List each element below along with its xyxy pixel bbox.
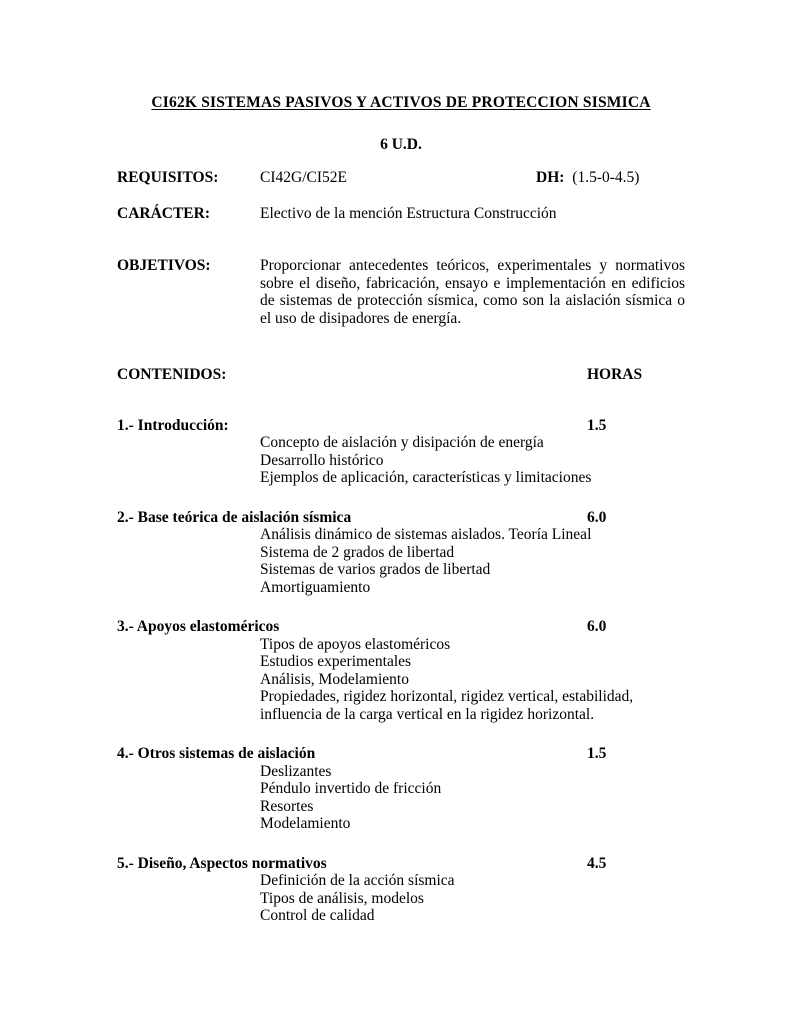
content-section [117,855,685,925]
section-title: 4.- Otros sistemas de aislación [117,745,316,762]
caracter-value: Electivo de la mención Estructura Construcción [260,204,557,222]
horas-column-label: HORAS [587,366,643,383]
section-title: 2.- Base teórica de aislación sísmica [117,508,352,526]
content-section [117,417,685,487]
section-item: Deslizantes [260,762,332,780]
requisitos-value: CI42G/CI52E [260,169,347,186]
section-item: Péndulo invertido de fricción [260,780,442,797]
section-header [117,618,685,636]
section-items [117,636,685,724]
content-section [117,745,685,833]
section-title: 3.- Apoyos elastoméricos [117,618,280,635]
dh-field [536,169,639,187]
section-item: Modelamiento [260,815,351,832]
objetivos-label: OBJETIVOS: [117,257,211,274]
section-item: Propiedades, rigidez horizontal, rigidez vertical, estabilidad, influencia de la carga vertical en la rigidez horizontal. [260,688,634,723]
content-section [117,509,685,597]
section-title: 5.- Diseño, Aspectos normativos [117,854,327,872]
section-items [117,763,685,833]
section-hours: 6.0 [587,618,607,635]
section-hours: 6.0 [587,508,607,526]
section-item: Desarrollo histórico [260,451,384,469]
caracter-row [117,205,685,223]
section-item: Definición de la acción sísmica [260,872,455,889]
section-item: Tipos de apoyos elastoméricos [260,635,451,653]
section-hours: 1.5 [587,745,607,762]
section-items [117,872,685,925]
content-section [117,618,685,723]
section-item: Amortiguamiento [260,578,371,596]
section-item: Sistemas de varios grados de libertad [260,561,491,578]
section-item: Concepto de aislación y disipación de energía [260,434,544,451]
section-item: Control de calidad [260,907,375,924]
section-item: Análisis, Modelamiento [260,670,409,688]
requisitos-label: REQUISITOS: [117,169,219,186]
section-items [117,434,685,487]
section-header [117,745,685,763]
section-header [117,417,685,435]
requisitos-row [117,169,685,187]
page-title: CI62K SISTEMAS PASIVOS Y ACTIVOS DE PROTECCION SISMICA [151,94,651,111]
course-units: 6 U.D. [380,135,422,153]
section-items [117,526,685,596]
section-item: Estudios experimentales [260,653,412,670]
section-title: 1.- Introducción: [117,416,229,434]
section-item: Resortes [260,797,314,815]
section-hours: 1.5 [587,416,607,434]
caracter-label: CARÁCTER: [117,204,210,222]
section-item: Sistema de 2 grados de libertad [260,543,455,561]
contenidos-label: CONTENIDOS: [117,366,227,383]
objetivos-row [117,257,685,327]
section-item: Ejemplos de aplicación, características y limitaciones [260,469,592,486]
section-item: Análisis dinámico de sistemas aislados. Teoría Lineal [260,526,592,543]
contenidos-header-row [117,366,685,384]
section-hours: 4.5 [587,854,607,872]
contenidos-sections [117,417,685,925]
section-header [117,509,685,527]
section-item: Tipos de análisis, modelos [260,889,424,907]
section-header [117,855,685,873]
dh-value: (1.5-0-4.5) [572,169,640,186]
dh-label: DH: [536,169,565,186]
objetivos-text: Proporcionar antecedentes teóricos, experimentales y normativos sobre el diseño, fabricación, ensayo e implementación en edificios de sistemas de protección sísmica, como son la aislación sísmica o el uso de disipadores de energía. [260,257,685,327]
